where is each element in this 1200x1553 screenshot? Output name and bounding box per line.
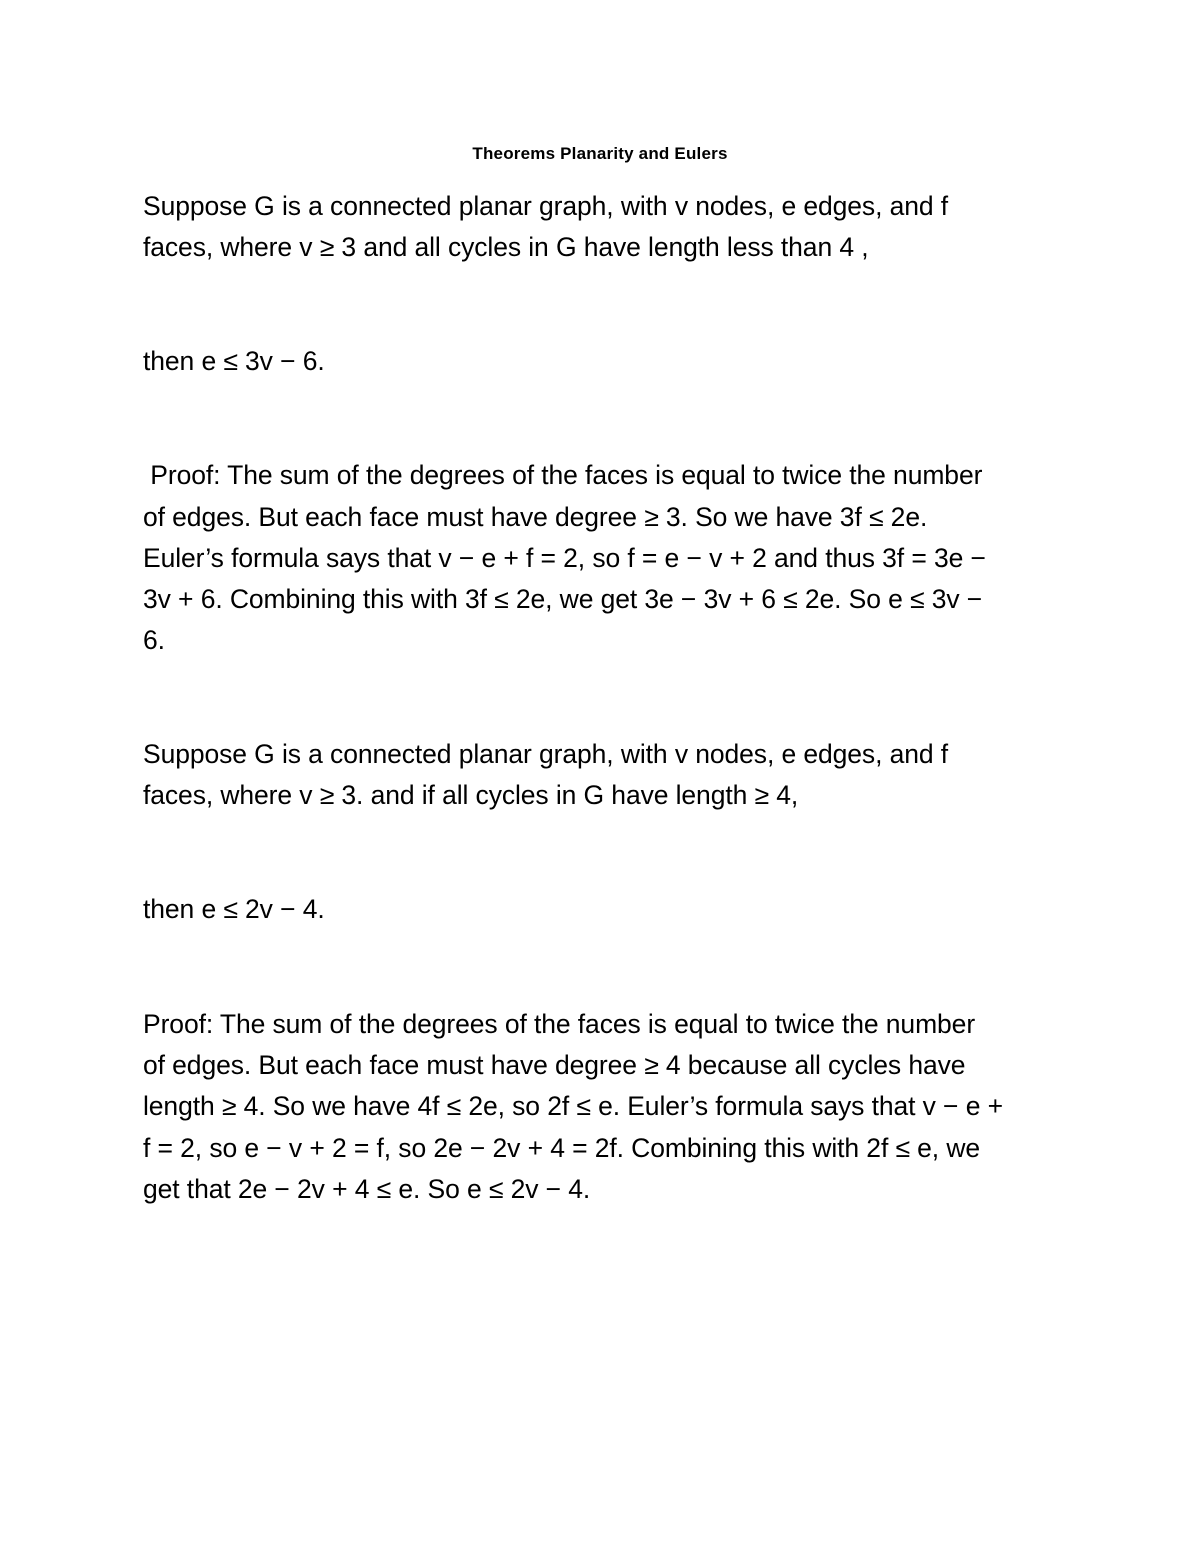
theorem1-statement-line: Suppose G is a connected planar graph, with v nodes, e edges, and f — [143, 191, 949, 221]
theorem2-statement-line: faces, where v ≥ 3. and if all cycles in G have length ≥ 4, — [143, 780, 799, 810]
theorem2-proof-line: f = 2, so e − v + 2 = f, so 2e − 2v + 4 = 2f. Combining this with 2f ≤ e, we — [143, 1133, 981, 1163]
theorem2-statement-line: Suppose G is a connected planar graph, with v nodes, e edges, and f — [143, 739, 949, 769]
theorem2-proof-line: Proof: The sum of the degrees of the faces is equal to twice the number — [143, 1009, 976, 1039]
theorem2-proof-line: get that 2e − 2v + 4 ≤ e. So e ≤ 2v − 4. — [143, 1174, 591, 1204]
theorem1-conclusion: then e ≤ 3v − 6. — [143, 346, 325, 376]
theorem2-proof-line: length ≥ 4. So we have 4f ≤ 2e, so 2f ≤ e. Euler’s formula says that v − e + — [143, 1091, 1003, 1121]
theorem2-conclusion: then e ≤ 2v − 4. — [143, 894, 325, 924]
theorem1-proof-line: Euler’s formula says that v − e + f = 2, so f = e − v + 2 and thus 3f = 3e − — [143, 543, 986, 573]
document-title: Theorems Planarity and Eulers — [472, 144, 728, 163]
theorem1-proof-line: 6. — [143, 625, 165, 655]
theorem2-proof-line: of edges. But each face must have degree ≥ 4 because all cycles have — [143, 1050, 966, 1080]
theorem1-proof-line: of edges. But each face must have degree ≥ 3. So we have 3f ≤ 2e. — [143, 502, 928, 532]
theorem1-statement-line: faces, where v ≥ 3 and all cycles in G have length less than 4 , — [143, 232, 869, 262]
theorem1-proof-line: 3v + 6. Combining this with 3f ≤ 2e, we get 3e − 3v + 6 ≤ 2e. So e ≤ 3v − — [143, 584, 983, 614]
theorem1-proof-line: Proof: The sum of the degrees of the faces is equal to twice the number — [143, 460, 983, 490]
